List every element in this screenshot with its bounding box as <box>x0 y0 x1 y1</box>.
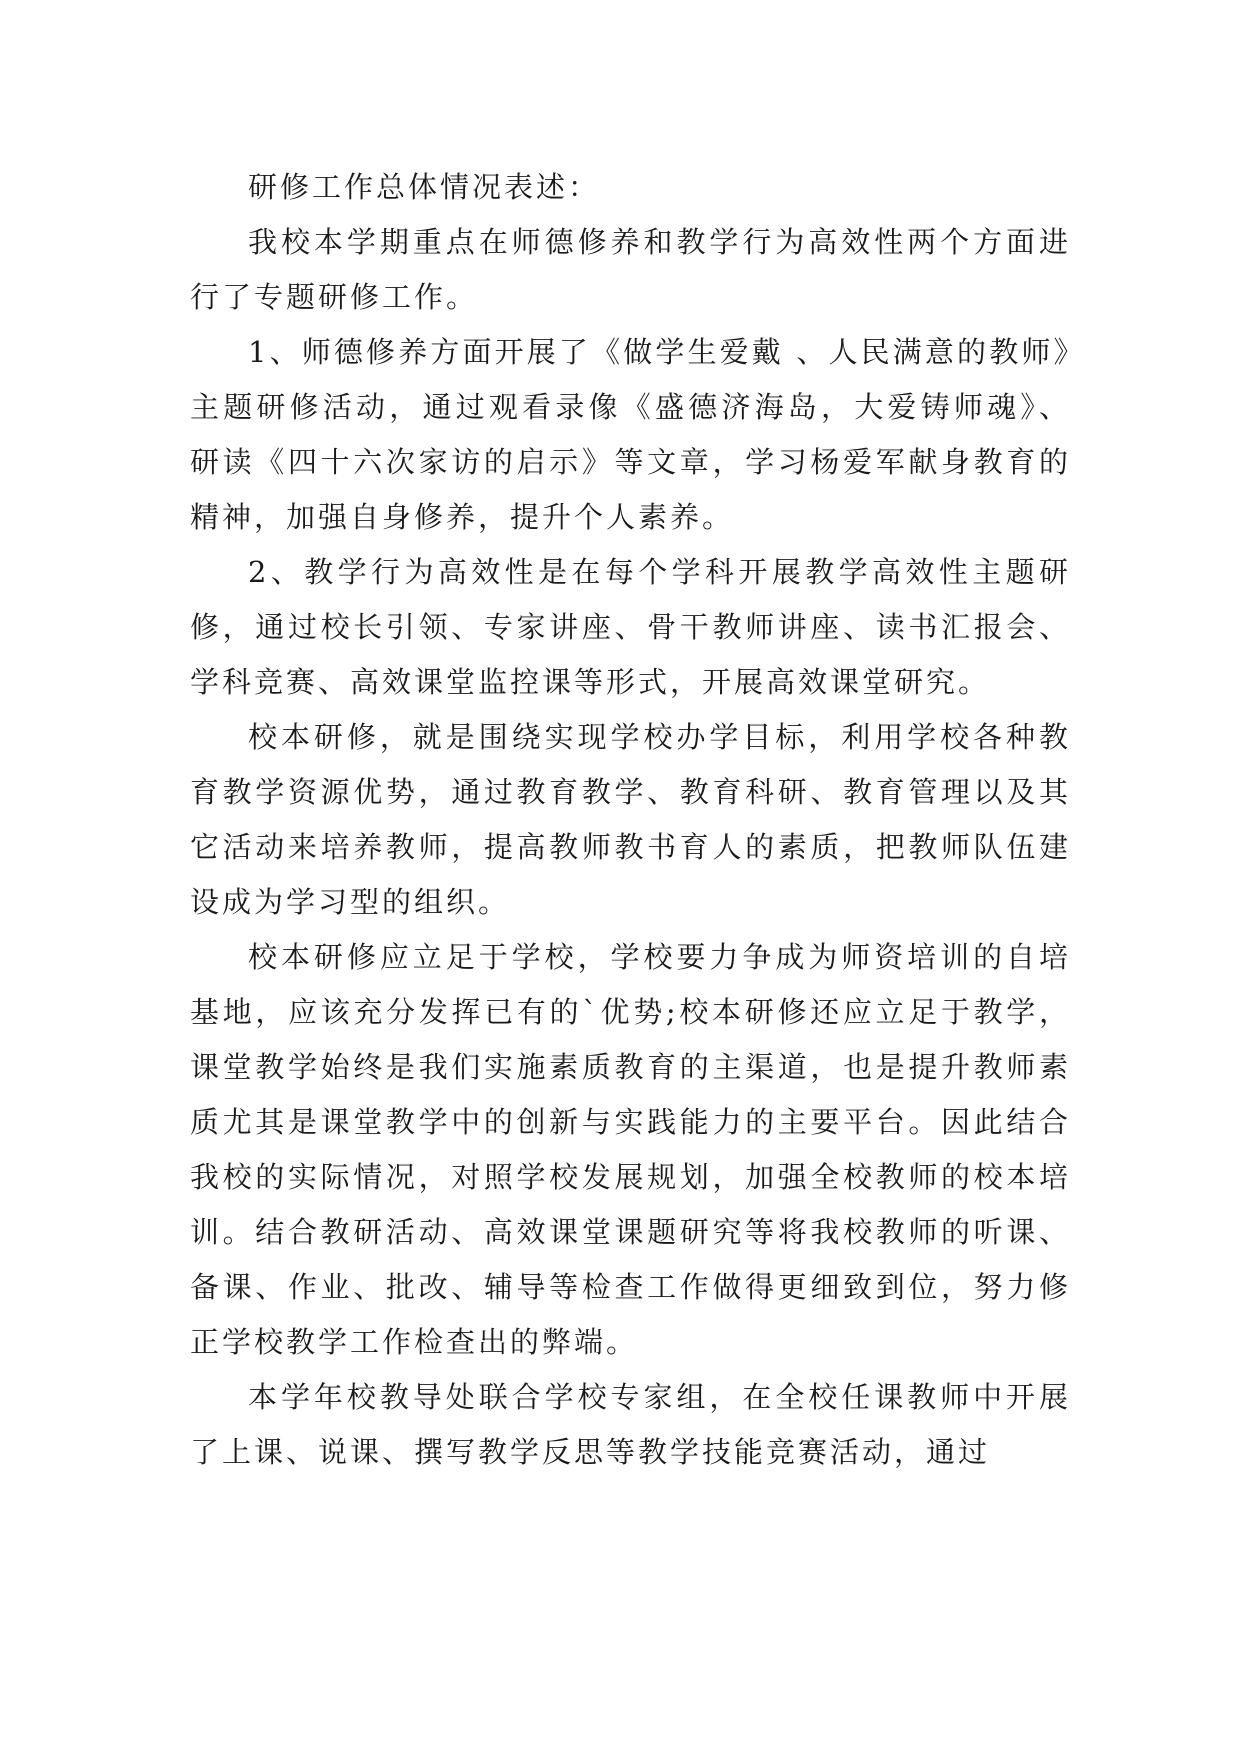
paragraph-item-1: 1、师德修养方面开展了《做学生爱戴 、人民满意的教师》主题研修活动，通过观看录像《盛德济海岛，大爱铸师魂》、研读《四十六次家访的启示》等文章，学习杨爱军献身教育的精神，加强自身修养，提升个人素养。 <box>190 335 1071 534</box>
paragraph-school-research: 校本研修，就是围绕实现学校办学目标，利用学校各种教育教学资源优势，通过教育教学、教育科研、教育管理以及其它活动来培养教师，提高教师教书育人的素质，把教师队伍建设成为学习型的组织。 <box>190 720 1071 919</box>
paragraph-item-2: 2、教学行为高效性是在每个学科开展教学高效性主题研修，通过校长引领、专家讲座、骨干教师讲座、读书汇报会、学科竞赛、高效课堂监控课等形式，开展高效课堂研究。 <box>190 555 1071 699</box>
paragraph-competition: 本学年校教导处联合学校专家组，在全校任课教师中开展了上课、说课、撰写教学反思等教学技能竞赛活动，通过 <box>190 1380 1071 1469</box>
paragraph-intro: 我校本学期重点在师德修养和教学行为高效性两个方面进行了专题研修工作。 <box>190 225 1071 314</box>
paragraph-heading: 研修工作总体情况表述： <box>248 170 601 204</box>
paragraph-research-basis: 校本研修应立足于学校，学校要力争成为师资培训的自培基地，应该充分发挥已有的`优势;校本研修还应立足于教学，课堂教学始终是我们实施素质教育的主渠道，也是提升教师素质尤其是课堂教学中的创新与实践能力的主要平台。因此结合我校的实际情况，对照学校发展规划，加强全校教师的校本培训。结合教研活动、高效课堂课题研究等将我校教师的听课、备课、作业、批改、辅导等检查工作做得更细致到位，努力修正学校教学工作检查出的弊端。 <box>190 940 1071 1359</box>
